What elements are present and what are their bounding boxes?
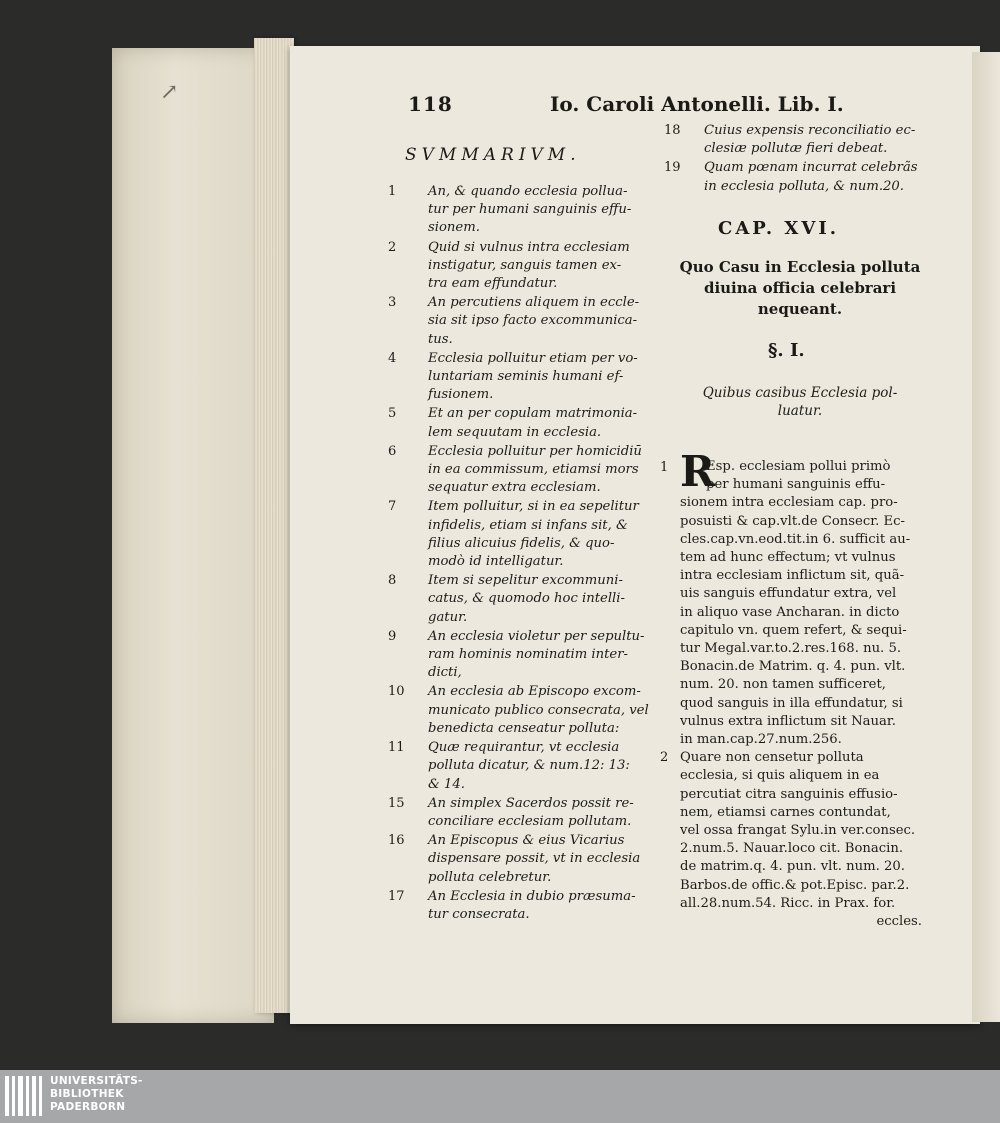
summary-item-number: 18 [664,123,681,138]
body-line: posuisti & cap.vlt.de Consecr. Ec- [680,513,905,529]
summary-item-line: polluta dicatur, & num.12: 13: [428,758,630,774]
section-label: §. I. [768,340,805,361]
summary-item-line: filius alicuius fidelis, & quo- [428,535,615,551]
summary-item-line: An, & quando ecclesia pollua- [428,184,628,199]
body-line: de matrim.q. 4. pun. vlt. num. 20. [680,859,905,875]
summary-item-line: ram hominis nominatim inter- [428,647,628,663]
summary-item-line: Quam pœnam incurrat celebrãs [704,160,918,176]
body-line: cles.cap.vn.eod.tit.in 6. sufficit au- [680,531,911,547]
book-cover-board [112,48,274,1023]
summary-item [388,405,658,441]
summary-item-line: An ecclesia violetur per sepultu- [428,628,645,644]
summary-item [388,572,658,627]
body-line: vulnus extra inflictum sit Nauar. [680,713,896,729]
summary-item-line: instigatur, sanguis tamen ex- [428,257,622,273]
section-subtitle-line: Quibus casibus Ecclesia pol- [702,385,898,401]
summary-item-line: sionem. [428,220,480,236]
body-line: uis sanguis effundatur extra, vel [680,586,897,602]
body-line: vel ossa frangat Sylu.in ver.consec. [680,823,916,839]
summary-item-line: fusionem. [428,387,494,403]
logo-line: PADERBORN [50,1101,126,1113]
chapter-title [668,257,932,320]
summary-item-number: 11 [388,740,405,756]
summary-item-number: 7 [388,499,397,515]
body-line: 2.num.5. Nauar.loco cit. Bonacin. [680,841,904,857]
summary-item [388,832,658,887]
summary-item-line: Quid si vulnus intra ecclesiam [428,239,630,255]
summary-item-line: tur per humani sanguinis effu- [428,202,632,218]
logo-line: UNIVERSITÄTS- [50,1075,143,1087]
summary-item-number: 9 [388,628,397,644]
body-line: in man.cap.27.num.256. [680,732,842,748]
summary-item-number: 16 [388,833,405,849]
body-line: in aliquo vase Ancharan. in dicto [680,604,900,620]
summary-item-line: tur consecrata. [428,906,530,922]
summary-item-line: in ea commissum, etiamsi mors [428,462,639,478]
summary-item-line: clesiæ pollutæ fieri debeat. [704,141,888,157]
body-line: sionem intra ecclesiam cap. pro- [680,495,898,511]
body-line: capitulo vn. quem refert, & sequi- [680,622,907,638]
body-line: all.28.num.54. Ricc. in Prax. for. [680,895,896,911]
body-line: tur Megal.var.to.2.res.168. nu. 5. [680,641,902,657]
summary-item-number: 6 [388,443,397,459]
summary-item-line: Et an per copulam matrimonia- [428,406,638,422]
summary-item [664,122,929,158]
summary-item-line: in ecclesia polluta, & num.20. [704,178,904,194]
summary-item-line: modò id intelligatur. [428,554,564,570]
body-line: per humani sanguinis effu- [706,477,886,493]
body-line: Barbos.de offic.& pot.Episc. par.2. [680,877,910,893]
summary-item-line: Ecclesia polluitur etiam per vo- [428,350,638,366]
summary-item-line: An Ecclesia in dubio præsuma- [428,888,636,904]
library-logo-icon [5,1076,45,1116]
summary-item-line: & 14. [428,776,465,792]
summary-item-line: Quæ requirantur, vt ecclesia [428,740,620,756]
summary-list [388,183,658,925]
summary-item-line: municato publico consecrata, vel [428,702,649,718]
summary-item [388,628,658,683]
summary-item-line: tra eam effundatur. [428,276,558,292]
body-line: quod sanguis in illa effundatur, si [680,695,903,711]
body-line: Bonacin.de Matrim. q. 4. pun. vlt. [680,659,906,675]
library-logo-text [50,1075,143,1114]
cover-pencil-mark: ↗ [160,80,179,105]
summary-item [388,350,658,405]
summary-item-line: Cuius expensis reconciliatio ec- [704,123,916,138]
summary-item-line: infidelis, etiam si infans sit, & [428,517,628,533]
summary-item-line: An ecclesia ab Episcopo excom- [428,684,641,700]
summary-item-number: 10 [388,684,405,700]
summary-item [388,183,658,238]
summary-item-line: Item polluitur, si in ea sepelitur [428,499,639,515]
body-line: intra ecclesiam inflictum sit, quã- [680,568,905,584]
chapter-title-line: diuina officia celebrari [703,279,897,297]
summary-item [388,888,658,924]
summary-item-number: 1 [388,184,397,199]
body-line: nem, etiamsi carnes contundat, [680,804,891,820]
margin-number: 2 [660,750,669,765]
summary-item-line: An percutiens aliquem in eccle- [428,295,640,311]
body-line: ecclesia, si quis aliquem in ea [680,768,880,784]
summary-item-number: 8 [388,573,397,589]
summary-item [388,739,658,794]
chapter-label: CAP. XVI. [718,218,839,239]
summary-item [388,294,658,349]
facing-page-edge [972,52,1000,1022]
footer-bar [0,1070,1000,1123]
summary-item-number: 5 [388,406,397,422]
body-line: tem ad hunc effectum; vt vulnus [680,550,896,566]
body-text [680,458,922,931]
summary-item-line: Item si sepelitur excommuni- [428,573,623,589]
summary-item-number: 4 [388,350,397,366]
summary-item-line: An Episcopus & eius Vicarius [428,833,625,849]
body-line: eccles. [876,914,922,930]
logo-line: BIBLIOTHEK [50,1088,124,1100]
summary-item-line: tus. [428,331,453,347]
summary-item-number: 2 [388,239,397,255]
body-line: percutiat citra sanguinis effusio- [680,786,898,802]
summary-item-number: 3 [388,295,397,311]
margin-number: 1 [660,460,669,475]
summary-item-line: Ecclesia polluitur per homicidiū [428,443,642,459]
chapter-title-line: nequeant. [757,300,843,318]
body-line: Esp. ecclesiam pollui primò [706,459,891,474]
summary-item [388,795,658,831]
summary-item [388,443,658,498]
summary-item-number: 17 [388,888,405,904]
summary-item-line: sia sit ipso facto excommunica- [428,313,638,329]
body-line: num. 20. non tamen sufficeret, [680,677,886,693]
summary-item-line: benedicta censeatur polluta: [428,720,620,736]
summary-item [664,159,929,195]
summary-heading: SVMMARIVM. [405,145,581,165]
summary-item [388,498,658,571]
summary-item [388,239,658,294]
summary-item-line: luntariam seminis humani ef- [428,369,624,385]
summary-item [388,683,658,738]
drop-cap: R [680,447,715,496]
summary-item-line: conciliare ecclesiam pollutam. [428,813,632,829]
summary-item-number: 15 [388,795,405,811]
summary-item-line: sequatur extra ecclesiam. [428,480,601,496]
running-title: Io. Caroli Antonelli. Lib. I. [550,92,844,116]
summary-item-line: dicti, [428,665,462,681]
summary-item-line: An simplex Sacerdos possit re- [428,795,634,811]
summary-item-line: lem sequutam in ecclesia. [428,424,602,440]
section-subtitle [700,384,900,420]
page-edges [254,38,294,1013]
summary-continued-list [664,122,929,197]
summary-item-line: polluta celebretur. [428,869,552,885]
body-line: Quare non censetur polluta [680,750,864,766]
summary-item-number: 19 [664,160,681,176]
summary-item-line: dispensare possit, vt in ecclesia [428,851,641,867]
page-number: 118 [408,92,453,116]
summary-item-line: gatur. [428,609,468,625]
summary-item-line: catus, & quomodo hoc intelli- [428,591,625,607]
section-subtitle-line: luatur. [777,403,823,419]
chapter-title-line: Quo Casu in Ecclesia polluta [679,258,921,276]
